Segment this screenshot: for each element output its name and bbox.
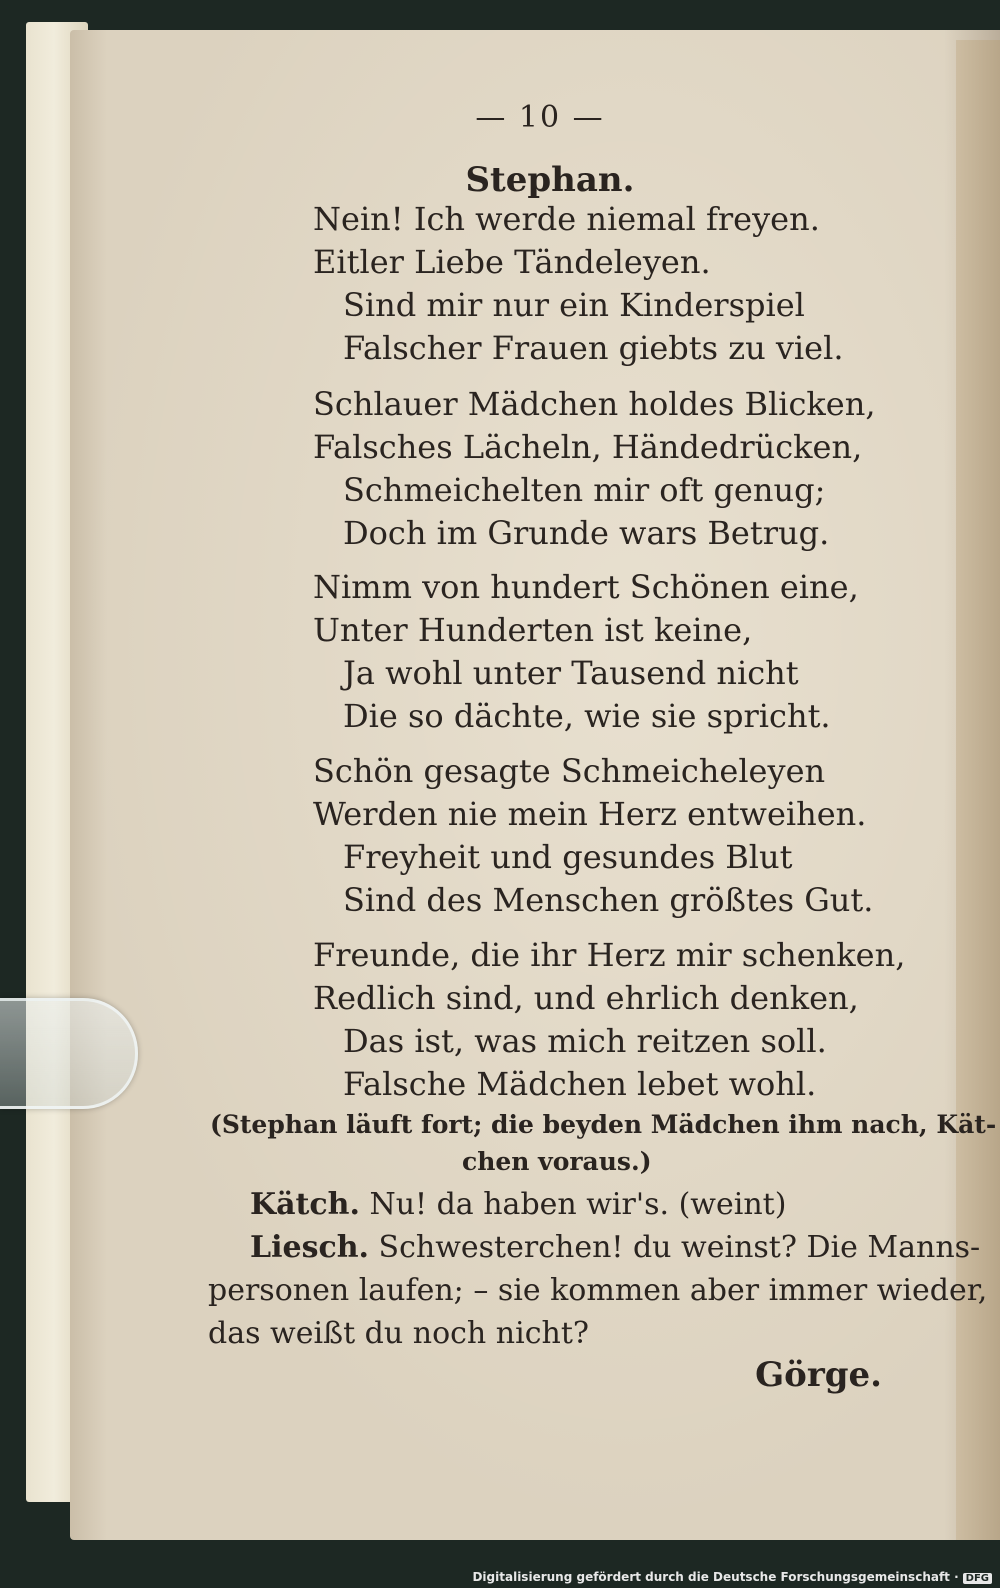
footer-credit — [472, 1570, 992, 1584]
dialogue-role: Kätch. — [250, 1187, 360, 1222]
dialogue-text: Nu! da haben wir's. (weint) — [359, 1187, 787, 1222]
verse-line: Freunde, die ihr Herz mir schenken, — [313, 936, 906, 974]
verse-line: Das ist, was mich reitzen soll. — [343, 1022, 827, 1060]
verse-line: Unter Hunderten ist keine, — [313, 611, 753, 649]
stage-direction: chen voraus.) — [462, 1147, 652, 1176]
dialogue-text: Schwesterchen! du weinst? Die Manns- — [369, 1230, 981, 1265]
footer-text: Digitalisierung gefördert durch die Deutsche Forschungsgemeinschaft · — [472, 1570, 959, 1584]
verse-line: Redlich sind, und ehrlich denken, — [313, 979, 859, 1017]
stage-direction: (Stephan läuft fort; die beyden Mädchen ihm nach, Kät- — [210, 1110, 997, 1139]
verse-line: Eitler Liebe Tändeleyen. — [313, 243, 711, 281]
verse-line: Die so dächte, wie sie spricht. — [343, 697, 831, 735]
dfg-logo: DFG — [963, 1573, 992, 1584]
verse-line: Nimm von hundert Schönen eine, — [313, 568, 859, 606]
verse-line: Schlauer Mädchen holdes Blicken, — [313, 385, 876, 423]
verse-line: Freyheit und gesundes Blut — [343, 838, 793, 876]
catchword: Görge. — [755, 1355, 882, 1395]
page-clip — [0, 998, 138, 1109]
verse-line: Falscher Frauen giebts zu viel. — [343, 329, 844, 367]
verse-line: Schön gesagte Schmeicheleyen — [313, 752, 826, 790]
dialogue-line — [250, 1187, 786, 1222]
speaker-name: Stephan. — [465, 160, 635, 200]
verse-line: Sind des Menschen größtes Gut. — [343, 881, 874, 919]
verse-line: Ja wohl unter Tausend nicht — [343, 654, 799, 692]
verse-line: Doch im Grunde wars Betrug. — [343, 514, 830, 552]
verse-line: Falsches Lächeln, Händedrücken, — [313, 428, 863, 466]
page-number: — 10 — — [475, 100, 605, 135]
verse-line: Nein! Ich werde niemal freyen. — [313, 200, 820, 238]
verse-line: Werden nie mein Herz entweihen. — [313, 795, 867, 833]
verse-line: Falsche Mädchen lebet wohl. — [343, 1065, 817, 1103]
dialogue-role: Liesch. — [250, 1230, 369, 1265]
dialogue-line — [250, 1230, 980, 1265]
verse-line: Schmeichelten mir oft genug; — [343, 471, 826, 509]
verse-line: Sind mir nur ein Kinderspiel — [343, 286, 805, 324]
prose-line: personen laufen; – sie kommen aber immer wieder, — [208, 1273, 988, 1308]
prose-line: das weißt du noch nicht? — [208, 1316, 589, 1351]
